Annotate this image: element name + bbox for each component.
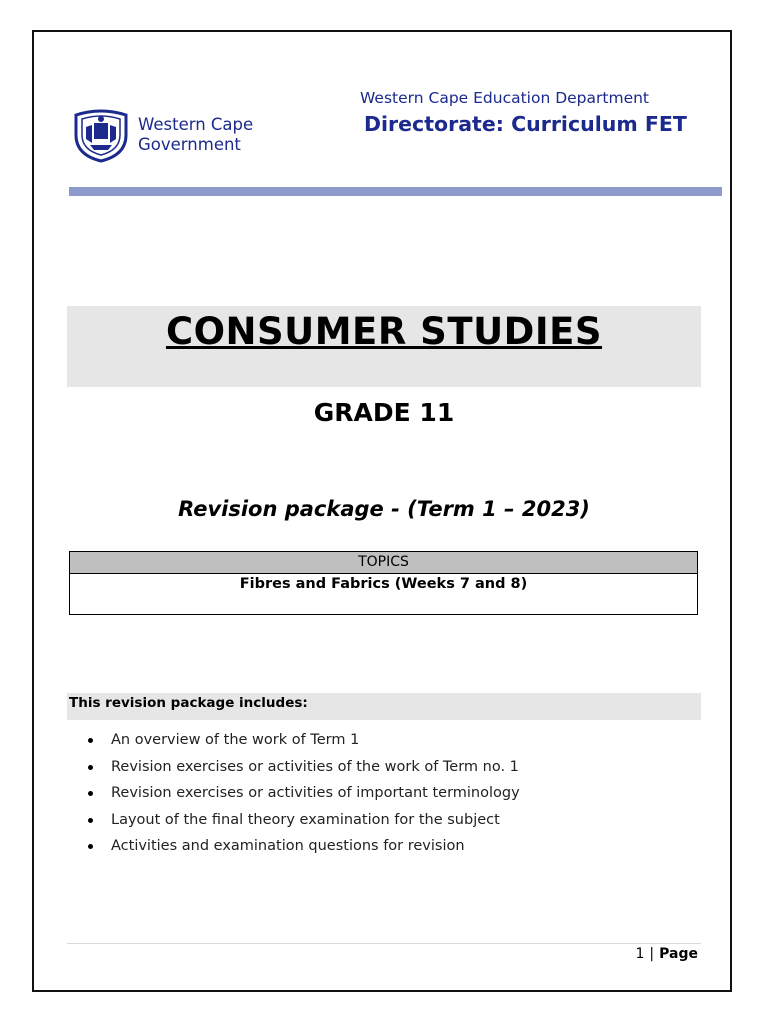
logo-wordmark [138,115,253,155]
list-item-text: Layout of the final theory examination for the subject [111,811,500,828]
bullet-icon [88,818,93,823]
list-item [88,782,520,809]
footer-divider [67,943,701,944]
logo-line-2: Government [138,135,241,154]
bullet-icon [88,791,93,796]
list-item-text: Revision exercises or activities of the work of Term no. 1 [111,758,519,775]
western-cape-government-logo [72,105,272,163]
package-subtitle: Revision package - (Term 1 – 2023) [178,497,590,521]
grade-heading: GRADE 11 [313,398,455,427]
list-item-text: Activities and examination questions for revision [111,838,465,854]
bullet-icon [88,738,93,743]
list-item [88,756,520,783]
list-item [88,729,520,756]
includes-list [88,729,520,862]
list-item-text: An overview of the work of Term 1 [111,732,360,748]
subject-title: CONSUMER STUDIES [165,310,603,353]
topics-table-row: Fibres and Fabrics (Weeks 7 and 8) [239,576,528,592]
directorate-title: Directorate: Curriculum FET [364,112,687,136]
footer-separator: | [649,946,655,962]
includes-heading: This revision package includes: [69,695,308,711]
topics-table-header: TOPICS [70,552,697,574]
header-divider [69,187,722,196]
list-item-text: Revision exercises or activities of important terminology [111,785,520,801]
page-footer [636,946,699,962]
bullet-icon [88,765,93,770]
list-item [88,835,520,862]
list-item [88,809,520,836]
page-number: 1 [635,946,645,962]
coat-of-arms-icon [72,105,130,163]
logo-line-1: Western Cape [138,115,254,134]
department-name: Western Cape Education Department [360,89,650,107]
topics-table [69,551,698,615]
page-label: Page [659,946,698,962]
bullet-icon [88,844,93,849]
